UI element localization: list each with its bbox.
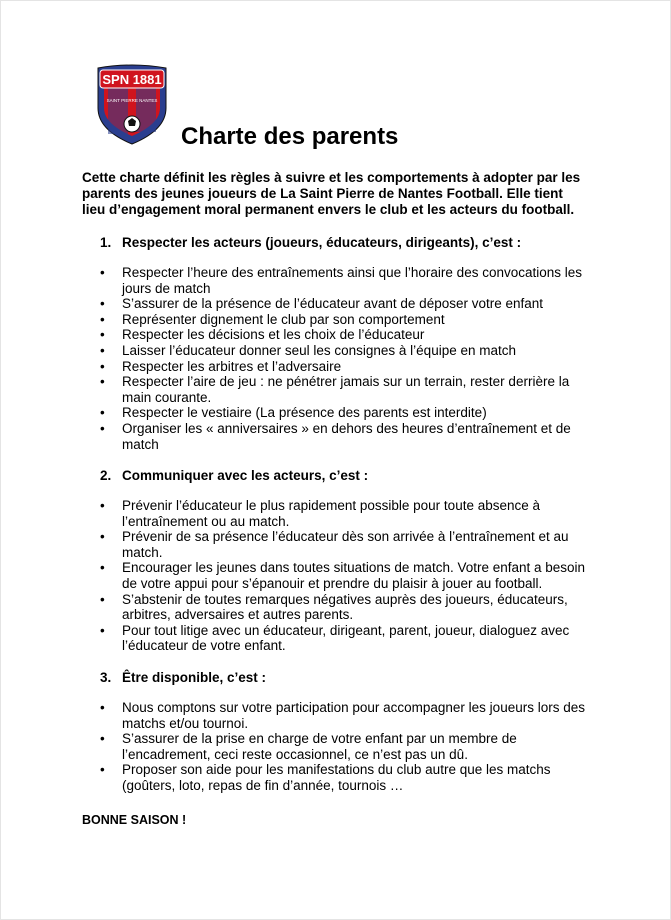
list-item: • Respecter l’aire de jeu : ne pénétrer jamais sur un terrain, rester derrière la main courante.	[100, 374, 590, 405]
list-item: • S’assurer de la présence de l’éducateur avant de déposer votre enfant	[100, 296, 590, 312]
section-2-list	[100, 498, 590, 654]
list-item: • Respecter les arbitres et l’adversaire	[100, 359, 590, 375]
list-item: • Respecter l’heure des entraînements ainsi que l’horaire des convocations les jours de match	[100, 265, 590, 296]
svg-text:SAINT PIERRE NANTES: SAINT PIERRE NANTES	[106, 98, 158, 103]
list-item: • Proposer son aide pour les manifestations du club autre que les matchs (goûters, loto, repas de fin d’année, tournois …	[100, 762, 590, 793]
section-1-list	[100, 265, 590, 452]
section-heading-text: Communiquer avec les acteurs, c’est :	[122, 468, 369, 483]
list-item: • S’abstenir de toutes remarques négatives auprès des joueurs, éducateurs, arbitres, adversaires et autres parents.	[100, 592, 590, 623]
list-item: • Organiser les « anniversaires » en dehors des heures d’entraînement et de match	[100, 421, 590, 452]
section-heading-1	[100, 235, 521, 251]
list-item: • S’assurer de la prise en charge de votre enfant par un membre de l’encadrement, ceci reste occasionnel, ce n’est pas un dû.	[100, 731, 590, 762]
section-heading-3	[100, 670, 266, 686]
section-heading-text: Respecter les acteurs (joueurs, éducateurs, dirigeants), c’est :	[122, 235, 522, 250]
list-item: • Respecter le vestiaire (La présence des parents est interdite)	[100, 405, 590, 421]
club-crest-logo	[94, 64, 170, 146]
list-item: • Prévenir de sa présence l’éducateur dès son arrivée à l’entraînement et au match.	[100, 529, 590, 560]
section-number: 3.	[100, 670, 112, 685]
list-item: • Nous comptons sur votre participation pour accompagner les joueurs lors des matchs et/ou tournoi.	[100, 700, 590, 731]
section-3-list	[100, 700, 590, 794]
list-item: • Représenter dignement le club par son comportement	[100, 312, 590, 328]
section-number: 1.	[100, 235, 112, 250]
list-item: • Encourager les jeunes dans toutes situations de match. Votre enfant a besoin de votre appui pour s’épanouir et prendre du plaisir à jouer au football.	[100, 560, 590, 591]
page-title: Charte des parents	[181, 123, 399, 150]
list-item: • Respecter les décisions et les choix de l’éducateur	[100, 327, 590, 343]
section-heading-text: Être disponible, c’est :	[122, 670, 267, 685]
list-item: • Prévenir l’éducateur le plus rapidement possible pour toute absence à l’entraînement ou au match.	[100, 498, 590, 529]
section-number: 2.	[100, 468, 112, 483]
section-heading-2	[100, 468, 368, 484]
closing-text: BONNE SAISON !	[82, 813, 187, 827]
intro-paragraph: Cette charte définit les règles à suivre et les comportements à adopter par les parents des jeunes joueurs de La Saint Pierre de Nantes Football. Elle tient lieu d’engagement moral permanent envers le club et les acteurs du football.	[82, 170, 581, 217]
svg-text:SPN 1881: SPN 1881	[102, 72, 162, 87]
list-item: • Pour tout litige avec un éducateur, dirigeant, parent, joueur, dialoguez avec l’éducateur de votre enfant.	[100, 623, 590, 654]
list-item: • Laisser l’éducateur donner seul les consignes à l’équipe en match	[100, 343, 590, 359]
